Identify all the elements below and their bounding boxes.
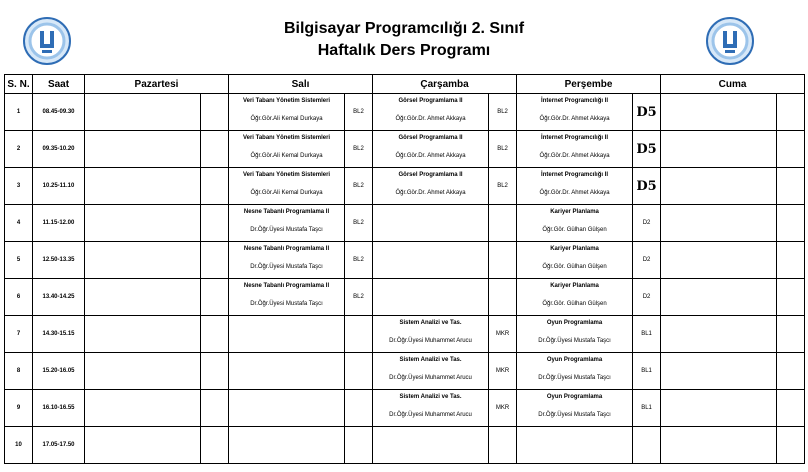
- room-cell-cuma: [777, 94, 805, 131]
- course-cell-carsamba: [373, 94, 489, 131]
- course-cell-sali: [229, 168, 345, 205]
- course-cell-carsamba: [373, 279, 489, 316]
- room-cell-cuma: [777, 427, 805, 464]
- table-row: [5, 205, 805, 242]
- row-time: 13.40-14.25: [33, 279, 85, 316]
- room-cell-sali: BL2: [345, 94, 373, 131]
- room-cell-carsamba: MKR: [489, 390, 517, 427]
- room-cell-carsamba: BL2: [489, 94, 517, 131]
- course-teacher: Dr.Öğr.Üyesi Mustafa Taşcı: [250, 301, 323, 307]
- room-cell-persembe: BL1: [633, 316, 661, 353]
- course-cell-cuma: [661, 242, 777, 279]
- room-cell-cuma: [777, 242, 805, 279]
- schedule-table: [4, 74, 805, 464]
- room-cell-pazartesi: [201, 168, 229, 205]
- room-cell-cuma: [777, 131, 805, 168]
- column-header-pazartesi: Pazartesi: [85, 75, 229, 94]
- course-cell-cuma: [661, 390, 777, 427]
- table-row: [5, 94, 805, 131]
- course-teacher: Öğr.Gör.Dr. Ahmet Akkaya: [539, 153, 610, 159]
- room-cell-cuma: [777, 168, 805, 205]
- course-cell-cuma: [661, 427, 777, 464]
- room-cell-persembe: BL1: [633, 353, 661, 390]
- course-cell-pazartesi: [85, 353, 201, 390]
- row-number: 10: [5, 427, 33, 464]
- course-cell-cuma: [661, 205, 777, 242]
- course-name: Sistem Analizi ve Tas.: [399, 394, 462, 400]
- room-cell-sali: BL2: [345, 279, 373, 316]
- room-cell-pazartesi: [201, 131, 229, 168]
- course-cell-carsamba: [373, 131, 489, 168]
- course-cell-pazartesi: [85, 131, 201, 168]
- column-header-carsamba: Çarşamba: [373, 75, 517, 94]
- page-title: Bilgisayar Programcılığı 2. Sınıf: [283, 20, 525, 37]
- course-cell-persembe: [517, 427, 633, 464]
- course-name: İnternet Programcılığı II: [541, 135, 609, 141]
- course-name: Nesne Tabanlı Programlama II: [243, 246, 330, 252]
- room-cell-sali: BL2: [345, 205, 373, 242]
- course-cell-carsamba: [373, 427, 489, 464]
- course-cell-persembe: [517, 390, 633, 427]
- course-cell-pazartesi: [85, 205, 201, 242]
- table-row: [5, 168, 805, 205]
- room-cell-cuma: [777, 205, 805, 242]
- course-name: Sistem Analizi ve Tas.: [399, 320, 462, 326]
- course-cell-persembe: [517, 168, 633, 205]
- course-teacher: Öğr.Gör.Dr. Ahmet Akkaya: [395, 116, 466, 122]
- course-name: Nesne Tabanlı Programlama II: [243, 209, 330, 215]
- course-teacher: Dr.Öğr.Üyesi Muhammet Arucu: [389, 375, 472, 381]
- room-cell-carsamba: [489, 205, 517, 242]
- course-cell-carsamba: [373, 316, 489, 353]
- course-teacher: Dr.Öğr.Üyesi Muhammet Arucu: [389, 338, 472, 344]
- room-cell-sali: [345, 427, 373, 464]
- course-cell-sali: [229, 94, 345, 131]
- course-cell-cuma: [661, 353, 777, 390]
- room-cell-pazartesi: [201, 94, 229, 131]
- row-time: 15.20-16.05: [33, 353, 85, 390]
- room-cell-pazartesi: [201, 427, 229, 464]
- course-cell-pazartesi: [85, 94, 201, 131]
- room-cell-pazartesi: [201, 242, 229, 279]
- course-name: Görsel Programlama II: [398, 98, 463, 104]
- table-row: [5, 427, 805, 464]
- university-logo-right: [705, 16, 755, 66]
- room-cell-cuma: [777, 316, 805, 353]
- course-cell-cuma: [661, 316, 777, 353]
- course-teacher: Öğr.Gör. Gülhan Gülşen: [542, 264, 607, 270]
- course-teacher: Öğr.Gör.Dr. Ahmet Akkaya: [539, 190, 610, 196]
- course-cell-carsamba: [373, 242, 489, 279]
- row-number: 2: [5, 131, 33, 168]
- course-teacher: Öğr.Gör.Dr. Ahmet Akkaya: [395, 190, 466, 196]
- room-cell-persembe: D2: [633, 205, 661, 242]
- room-cell-sali: BL2: [345, 131, 373, 168]
- course-cell-cuma: [661, 168, 777, 205]
- course-teacher: Dr.Öğr.Üyesi Mustafa Taşcı: [538, 375, 611, 381]
- room-cell-pazartesi: [201, 279, 229, 316]
- room-cell-carsamba: BL2: [489, 131, 517, 168]
- course-cell-persembe: [517, 279, 633, 316]
- row-time: 14.30-15.15: [33, 316, 85, 353]
- course-cell-persembe: [517, 316, 633, 353]
- row-number: 3: [5, 168, 33, 205]
- course-cell-cuma: [661, 279, 777, 316]
- course-name: Sistem Analizi ve Tas.: [399, 357, 462, 363]
- course-cell-pazartesi: [85, 279, 201, 316]
- course-cell-cuma: [661, 131, 777, 168]
- course-name: Veri Tabanı Yönetim Sistemleri: [242, 98, 331, 104]
- course-cell-carsamba: [373, 168, 489, 205]
- course-cell-sali: [229, 427, 345, 464]
- table-row: [5, 353, 805, 390]
- room-cell-persembe: BL1: [633, 390, 661, 427]
- room-cell-pazartesi: [201, 353, 229, 390]
- column-header-sali: Salı: [229, 75, 373, 94]
- course-teacher: Dr.Öğr.Üyesi Muhammet Arucu: [389, 412, 472, 418]
- course-name: Veri Tabanı Yönetim Sistemleri: [242, 172, 331, 178]
- room-cell-carsamba: MKR: [489, 353, 517, 390]
- room-cell-persembe: [633, 427, 661, 464]
- course-teacher: Dr.Öğr.Üyesi Mustafa Taşcı: [538, 338, 611, 344]
- room-cell-cuma: [777, 390, 805, 427]
- course-teacher: Öğr.Gör. Gülhan Gülşen: [542, 227, 607, 233]
- room-cell-pazartesi: [201, 205, 229, 242]
- course-name: Görsel Programlama II: [398, 172, 463, 178]
- room-cell-carsamba: BL2: [489, 168, 517, 205]
- column-header-cuma: Cuma: [661, 75, 805, 94]
- room-cell-sali: [345, 353, 373, 390]
- course-cell-sali: [229, 353, 345, 390]
- table-row: [5, 316, 805, 353]
- course-cell-persembe: [517, 131, 633, 168]
- course-cell-persembe: [517, 353, 633, 390]
- course-cell-sali: [229, 205, 345, 242]
- course-name: Kariyer Planlama: [550, 246, 599, 252]
- room-cell-pazartesi: [201, 316, 229, 353]
- course-teacher: Öğr.Gör.Dr. Ahmet Akkaya: [539, 116, 610, 122]
- course-cell-carsamba: [373, 353, 489, 390]
- course-cell-sali: [229, 279, 345, 316]
- course-name: Oyun Programlama: [546, 357, 603, 363]
- room-cell-carsamba: [489, 279, 517, 316]
- course-cell-pazartesi: [85, 427, 201, 464]
- row-number: 4: [5, 205, 33, 242]
- course-cell-sali: [229, 316, 345, 353]
- row-number: 5: [5, 242, 33, 279]
- row-time: 09.35-10.20: [33, 131, 85, 168]
- course-teacher: Dr.Öğr.Üyesi Mustafa Taşcı: [250, 264, 323, 270]
- course-cell-persembe: [517, 205, 633, 242]
- page-subtitle: Haftalık Ders Programı: [317, 42, 491, 59]
- course-teacher: Dr.Öğr.Üyesi Mustafa Taşcı: [250, 227, 323, 233]
- row-time: 08.45-09.30: [33, 94, 85, 131]
- row-number: 1: [5, 94, 33, 131]
- room-cell-sali: BL2: [345, 242, 373, 279]
- course-cell-carsamba: [373, 390, 489, 427]
- course-cell-pazartesi: [85, 316, 201, 353]
- course-cell-pazartesi: [85, 390, 201, 427]
- course-cell-pazartesi: [85, 168, 201, 205]
- course-name: Nesne Tabanlı Programlama II: [243, 283, 330, 289]
- row-number: 8: [5, 353, 33, 390]
- room-cell-cuma: [777, 353, 805, 390]
- course-name: Görsel Programlama II: [398, 135, 463, 141]
- course-cell-persembe: [517, 94, 633, 131]
- room-cell-persembe: D2: [633, 279, 661, 316]
- course-teacher: Dr.Öğr.Üyesi Mustafa Taşcı: [538, 412, 611, 418]
- course-name: Oyun Programlama: [546, 320, 603, 326]
- row-time: 17.05-17.50: [33, 427, 85, 464]
- course-cell-sali: [229, 242, 345, 279]
- course-teacher: Öğr.Gör. Gülhan Gülşen: [542, 301, 607, 307]
- course-cell-cuma: [661, 94, 777, 131]
- course-cell-sali: [229, 131, 345, 168]
- course-name: Kariyer Planlama: [550, 283, 599, 289]
- header-row: [5, 75, 805, 94]
- room-cell-carsamba: [489, 427, 517, 464]
- course-teacher: Öğr.Gör.Dr. Ahmet Akkaya: [395, 153, 466, 159]
- course-name: Oyun Programlama: [546, 394, 603, 400]
- course-name: İnternet Programcılığı II: [541, 98, 609, 104]
- room-cell-cuma: [777, 279, 805, 316]
- course-cell-sali: [229, 390, 345, 427]
- row-time: 11.15-12.00: [33, 205, 85, 242]
- course-teacher: Öğr.Gör.Ali Kemal Durkaya: [250, 116, 323, 122]
- column-header-saat: Saat: [33, 75, 85, 94]
- course-name: İnternet Programcılığı II: [541, 172, 609, 178]
- room-cell-sali: [345, 316, 373, 353]
- table-row: [5, 390, 805, 427]
- page-header: [0, 0, 808, 74]
- room-cell-persembe: D5: [633, 131, 661, 168]
- room-cell-persembe: D2: [633, 242, 661, 279]
- room-cell-carsamba: MKR: [489, 316, 517, 353]
- room-cell-sali: [345, 390, 373, 427]
- room-cell-carsamba: [489, 242, 517, 279]
- column-header-sn: S. N.: [5, 75, 33, 94]
- course-name: Veri Tabanı Yönetim Sistemleri: [242, 135, 331, 141]
- course-cell-carsamba: [373, 205, 489, 242]
- room-cell-sali: BL2: [345, 168, 373, 205]
- row-time: 12.50-13.35: [33, 242, 85, 279]
- row-number: 7: [5, 316, 33, 353]
- room-cell-pazartesi: [201, 390, 229, 427]
- table-row: [5, 279, 805, 316]
- course-name: Kariyer Planlama: [550, 209, 599, 215]
- table-row: [5, 131, 805, 168]
- course-cell-pazartesi: [85, 242, 201, 279]
- row-time: 16.10-16.55: [33, 390, 85, 427]
- row-time: 10.25-11.10: [33, 168, 85, 205]
- course-teacher: Öğr.Gör.Ali Kemal Durkaya: [250, 190, 323, 196]
- row-number: 6: [5, 279, 33, 316]
- column-header-persembe: Perşembe: [517, 75, 661, 94]
- room-cell-persembe: D5: [633, 94, 661, 131]
- row-number: 9: [5, 390, 33, 427]
- room-cell-persembe: D5: [633, 168, 661, 205]
- course-teacher: Öğr.Gör.Ali Kemal Durkaya: [250, 153, 323, 159]
- course-cell-persembe: [517, 242, 633, 279]
- table-row: [5, 242, 805, 279]
